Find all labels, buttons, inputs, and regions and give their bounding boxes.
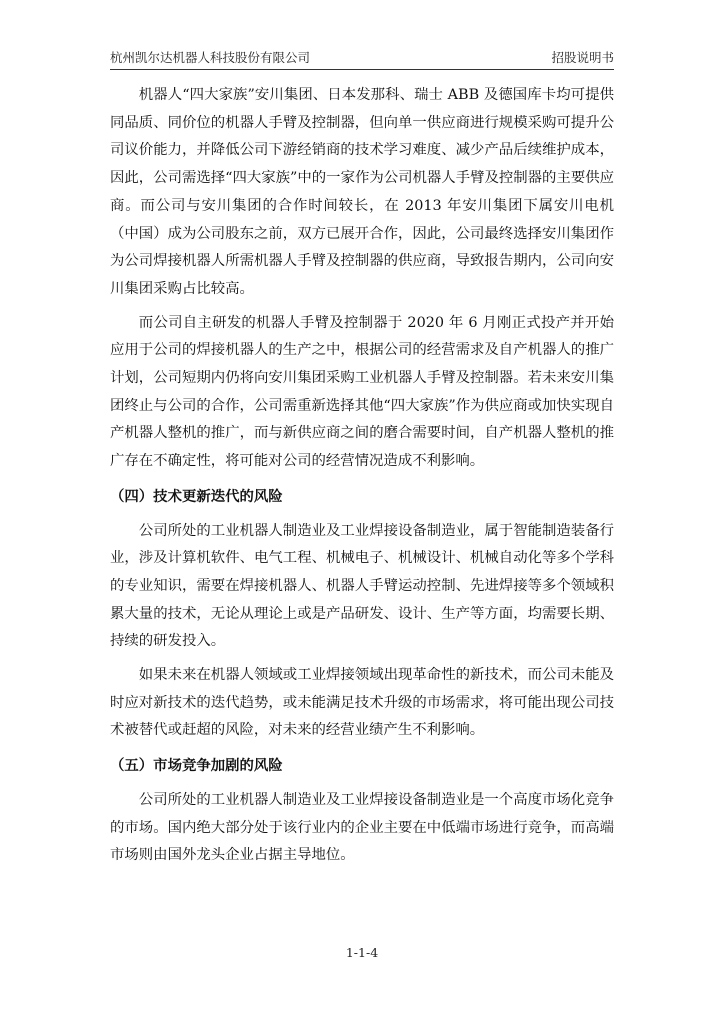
page-header — [110, 48, 614, 70]
page-number: 1-1-4 — [345, 945, 379, 960]
paragraph-supplier-choice: 机器人“四大家族”安川集团、日本发那科、瑞士 ABB 及德国库卡均可提供同品质、同价位的机器人手臂及控制器，但向单一供应商进行规模采购可提升公司议价能力，并降低公司下游经销商的技术学习难度、减少产品后续维护成本，因此，公司需选择“四大家族”中的一家作为公司机器人手臂及控制器的主要供应商。而公司与安川集团的合作时间较长，在 2013 年安川集团下属安川电机（中国）成为公司股东之前，双方已展开合作，因此，公司最终选择安川集团作为公司焊接机器人所需机器人手臂及控制器的供应商，导致报告期内，公司向安川集团采购占比较高。 — [110, 87, 614, 297]
document-body — [110, 82, 614, 870]
paragraph-tech-industry: 公司所处的工业机器人制造业及工业焊接设备制造业，属于智能制造装备行业，涉及计算机软件、电气工程、机械电子、机械设计、机械自动化等多个学科的专业知识，需要在焊接机器人、机器人手臂运动控制、先进焊接等多个领域积累大量的技术，无论从理论上或是产品研发、设计、生产等方面，均需要长期、持续的研发投入。 — [110, 522, 614, 650]
paragraph-market-competition: 公司所处的工业机器人制造业及工业焊接设备制造业是一个高度市场化竞争的市场。国内绝大部分处于该行业内的企业主要在中低端市场进行竞争，而高端市场则由国外龙头企业占据主导地位。 — [110, 791, 614, 864]
section-heading-competition-risk: （五）市场竞争加剧的风险 — [110, 758, 283, 775]
paragraph-self-developed-arm: 而公司自主研发的机器人手臂及控制器于 2020 年 6 月刚正式投产并开始应用于公司的焊接机器人的生产之中，根据公司的经营需求及自产机器人的推广计划，公司短期内仍将向安川集团采购工业机器人手臂及控制器。若未来安川集团终止与公司的合作，公司需重新选择其他“四大家族”作为供应商或加快实现自产机器人整机的推广，而与新供应商之间的磨合需要时间，自产机器人整机的推广存在不确定性，将可能对公司的经营情况造成不利影响。 — [110, 314, 614, 470]
header-company-name: 杭州凯尔达机器人科技股份有限公司 — [110, 50, 311, 65]
section-heading-tech-risk: （四）技术更新迭代的风险 — [110, 488, 283, 505]
header-document-type: 招股说明书 — [551, 50, 614, 65]
paragraph-tech-replacement: 如果未来在机器人领域或工业焊接领域出现革命性的新技术，而公司未能及时应对新技术的迭代趋势，或未能满足技术升级的市场需求，将可能出现公司技术被替代或赶超的风险，对未来的经营业绩产生不利影响。 — [110, 667, 614, 739]
